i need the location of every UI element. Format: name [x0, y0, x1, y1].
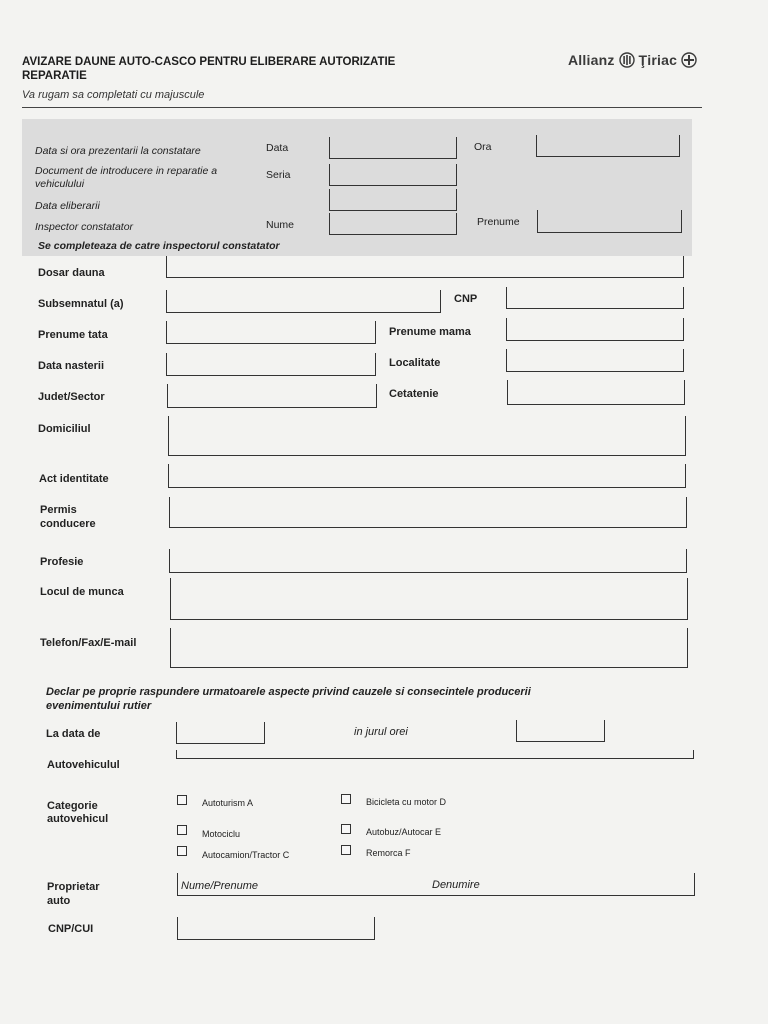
checkbox-remorca-f[interactable] — [341, 845, 351, 855]
prenume-tata-field[interactable] — [166, 321, 376, 344]
allianz-tiriac-logo: Allianz Ţiriac — [568, 52, 697, 68]
option-motociclu: Motociclu — [202, 829, 241, 839]
ora-eveniment-field[interactable] — [516, 720, 605, 742]
prenume-tata-label: Prenume tata — [38, 329, 108, 341]
seria-label: Seria — [266, 169, 291, 181]
locul-de-munca-label: Locul de munca — [40, 586, 124, 598]
judet-sector-label: Judet/Sector — [38, 391, 105, 403]
proprietar-label-line2: auto — [47, 895, 71, 907]
allianz-eagle-icon — [619, 52, 635, 68]
form-title: AVIZARE DAUNE AUTO-CASCO PENTRU ELIBERARE AUTORIZATIE REPARATIE — [22, 56, 396, 82]
inspector-nume-field[interactable] — [329, 213, 457, 235]
ora-field[interactable] — [536, 135, 680, 157]
permis-label-line2: conducere — [40, 518, 96, 530]
autovehiculul-field[interactable] — [176, 750, 694, 759]
profesie-field[interactable] — [169, 549, 687, 573]
option-autobuz-e: Autobuz/Autocar E — [366, 827, 442, 837]
checkbox-autocamion-c[interactable] — [177, 846, 187, 856]
issue-date-field[interactable] — [329, 189, 457, 211]
localitate-label: Localitate — [389, 357, 441, 369]
permis-label-line1: Permis — [40, 504, 77, 516]
tiriac-emblem-icon — [681, 52, 697, 68]
prenume-label: Prenume — [477, 216, 520, 228]
categorie-label-line1: Categorie — [47, 800, 98, 812]
checkbox-motociclu[interactable] — [177, 825, 187, 835]
nume-label: Nume — [266, 219, 295, 231]
subsemnatul-label: Subsemnatul (a) — [38, 298, 124, 310]
option-remorca-f: Remorca F — [366, 848, 411, 858]
cetatenie-label: Cetatenie — [389, 388, 439, 400]
act-identitate-label: Act identitate — [39, 473, 109, 485]
in-jurul-orei-label: in jurul orei — [354, 726, 408, 738]
telefon-label: Telefon/Fax/E-mail — [40, 637, 137, 649]
option-autoturism-a: Autoturism A — [202, 798, 254, 808]
option-autocamion-c: Autocamion/Tractor C — [202, 850, 290, 860]
permis-field[interactable] — [169, 497, 687, 528]
localitate-field[interactable] — [506, 349, 684, 372]
option-bicicleta-d: Bicicleta cu motor D — [366, 797, 447, 807]
locul-de-munca-field[interactable] — [170, 578, 688, 620]
cnp-cui-field[interactable] — [177, 917, 375, 940]
categorie-label-line2: autovehicul — [47, 813, 109, 825]
inspector-label: Inspector constatator — [35, 221, 134, 233]
proprietar-label-line1: Proprietar — [47, 881, 100, 893]
seria-field[interactable] — [329, 164, 457, 186]
judet-sector-field[interactable] — [167, 384, 377, 408]
checkbox-bicicleta-d[interactable] — [341, 794, 351, 804]
header-divider — [22, 107, 702, 108]
data-nasterii-label: Data nasterii — [38, 360, 105, 372]
domiciliul-field[interactable] — [168, 416, 686, 456]
form-subtitle: Va rugam sa completati cu majuscule — [22, 89, 205, 101]
domiciliul-label: Domiciliul — [38, 423, 91, 435]
checkbox-autobuz-e[interactable] — [341, 824, 351, 834]
presentation-datetime-label: Data si ora prezentarii la constatare — [35, 145, 201, 157]
cnp-field[interactable] — [506, 287, 684, 309]
issue-date-label: Data eliberarii — [35, 200, 100, 212]
la-data-de-label: La data de — [46, 728, 101, 740]
data-nasterii-field[interactable] — [166, 353, 376, 376]
cetatenie-field[interactable] — [507, 380, 685, 405]
prenume-mama-field[interactable] — [506, 318, 684, 341]
subsemnatul-field[interactable] — [166, 290, 441, 313]
declaration-text: Declar pe proprie raspundere urmatoarele aspecte privind cauzele si consecintele producerii evenimentului rutier — [46, 686, 531, 712]
profesie-label: Profesie — [40, 556, 84, 568]
cnp-cui-label: CNP/CUI — [48, 923, 94, 935]
denumire-hint: Denumire — [432, 879, 480, 891]
ora-label: Ora — [474, 141, 492, 153]
prenume-mama-label: Prenume mama — [389, 326, 471, 338]
inspector-prenume-field[interactable] — [537, 210, 682, 233]
cnp-label: CNP — [454, 293, 478, 305]
checkbox-autoturism-a[interactable] — [177, 795, 187, 805]
act-identitate-field[interactable] — [168, 464, 686, 488]
autovehiculul-label: Autovehiculul — [47, 759, 120, 771]
dosar-dauna-field[interactable] — [166, 256, 684, 278]
data-label: Data — [266, 142, 289, 154]
data-field[interactable] — [329, 137, 457, 159]
telefon-field[interactable] — [170, 628, 688, 668]
la-data-de-field[interactable] — [176, 722, 265, 744]
nume-prenume-hint: Nume/Prenume — [181, 880, 259, 892]
dosar-dauna-label: Dosar dauna — [38, 267, 105, 279]
repair-document-label: Document de introducere in reparatie a vehiculului — [35, 165, 218, 190]
inspector-note: Se completeaza de catre inspectorul constatator — [38, 240, 280, 252]
